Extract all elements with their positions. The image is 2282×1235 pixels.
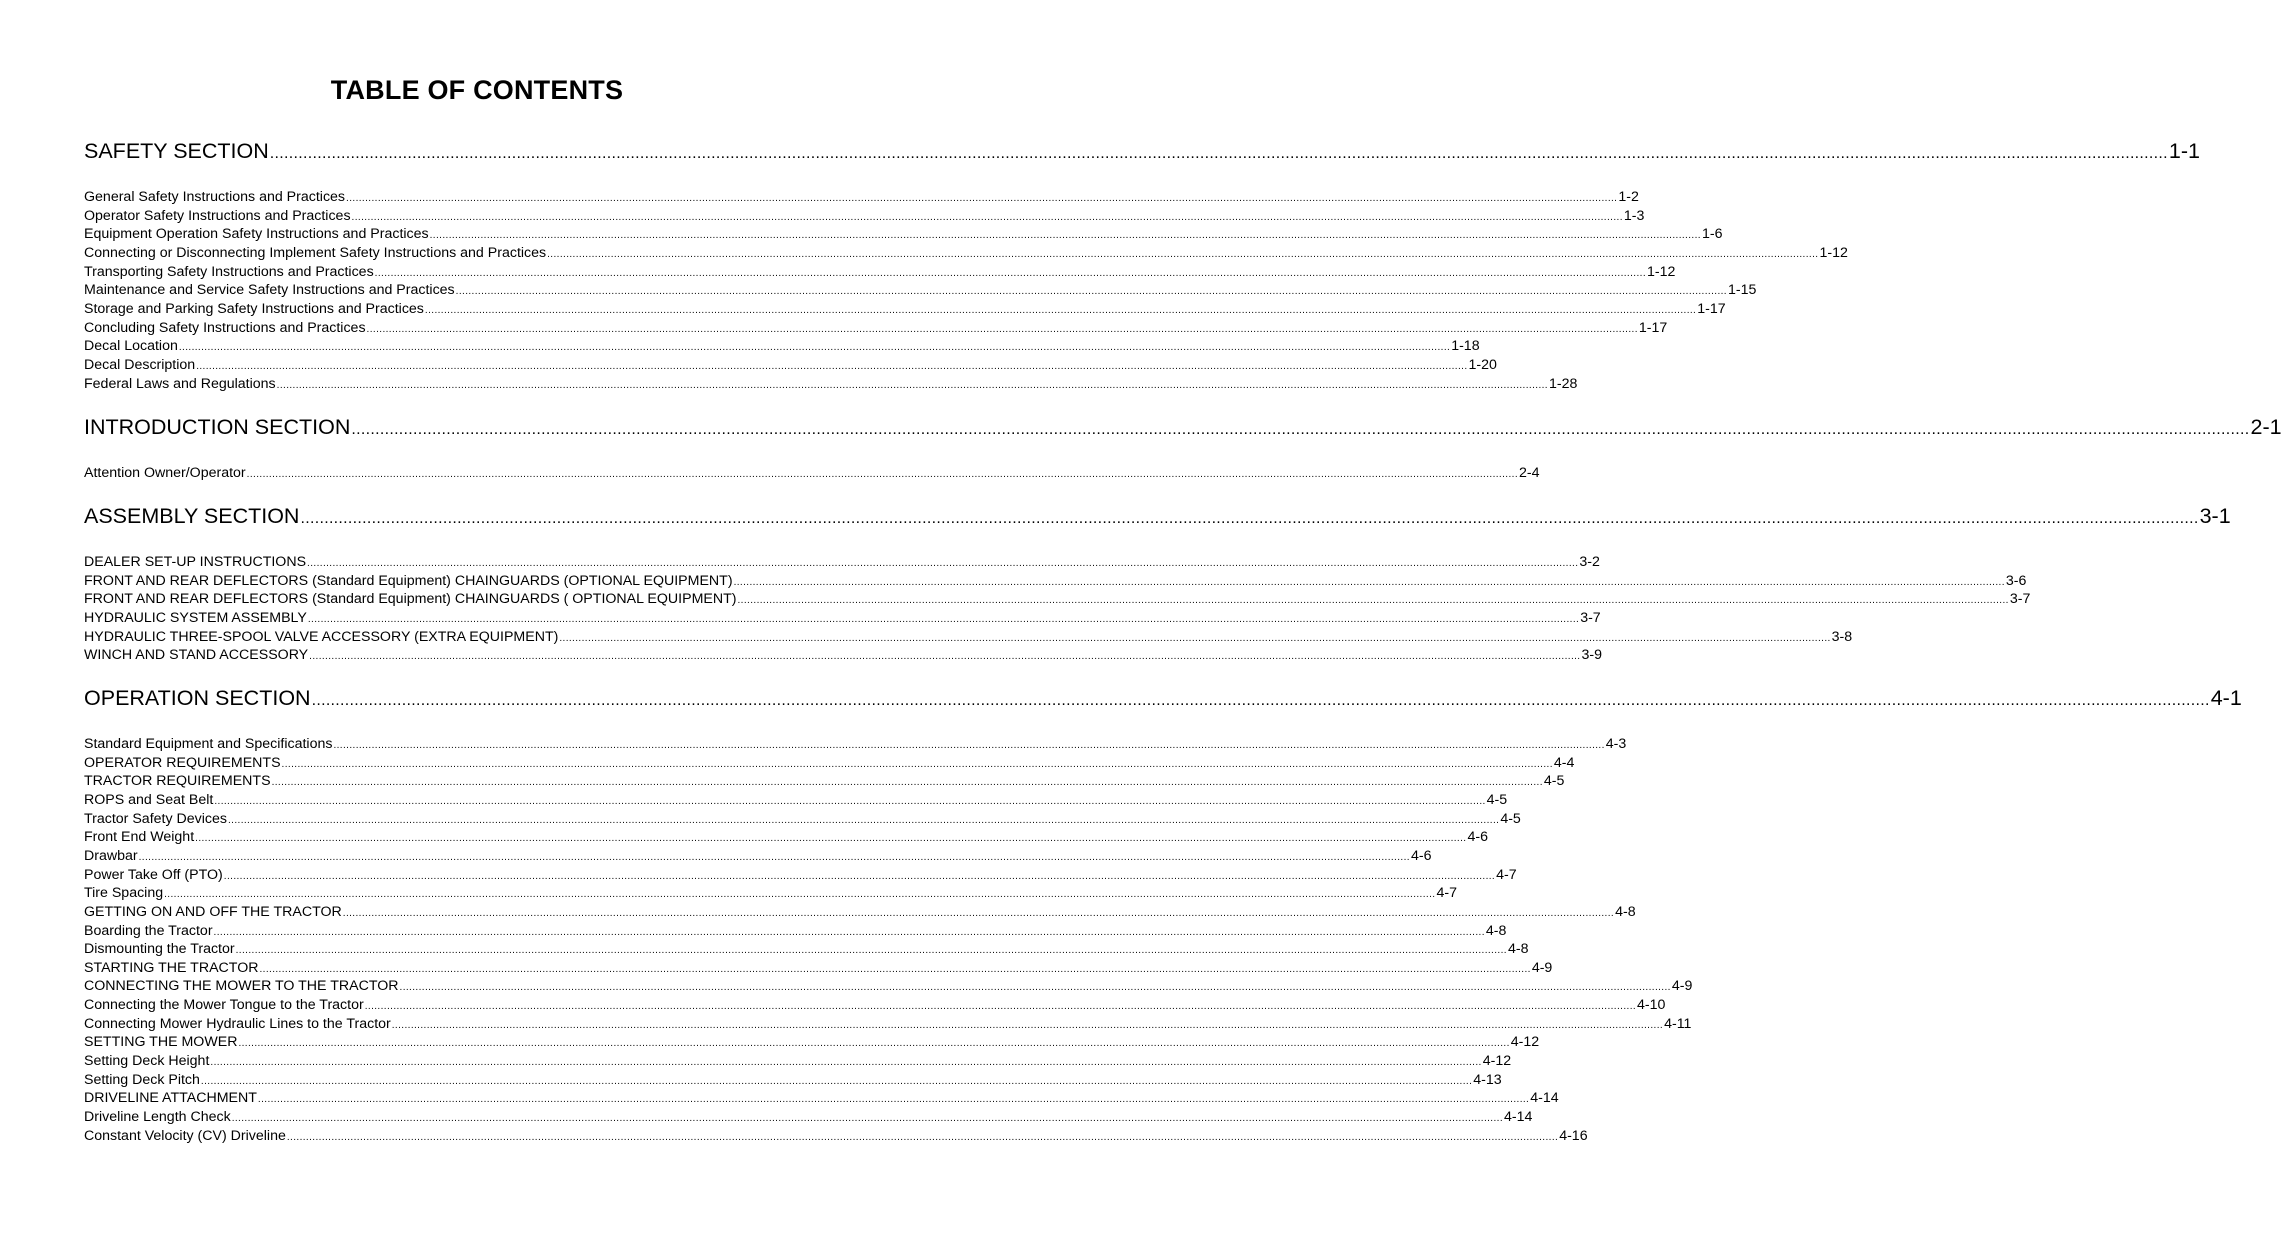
- dot-leader: ................................................................................................................................................................................................................................................................................................................................................................................................................: [257, 1094, 1530, 1106]
- dot-leader: ................................................................................................................................................................................................................................................................................................................................................................................................................: [429, 230, 1701, 242]
- dot-leader: ................................................................................................................................................................................................................................................................................................................................................................................................................: [200, 1075, 1473, 1087]
- toc-entry-page-number: 4-5: [1486, 791, 1508, 808]
- dot-leader: ................................................................................................................................................................................................................................................................................................................................................................................................................: [424, 304, 1697, 316]
- toc-entry-label: Drawbar: [84, 847, 138, 864]
- toc-entry[interactable]: [84, 1127, 1588, 1145]
- toc-entry[interactable]: [84, 281, 1757, 299]
- dot-leader: ................................................................................................................................................................................................................................................................................................................................................................................................................: [238, 1038, 1510, 1050]
- toc-entry-label: General Safety Instructions and Practices: [84, 189, 346, 205]
- toc-entry-label: WINCH AND STAND ACCESSORY: [84, 647, 309, 664]
- toc-entry[interactable]: [84, 1052, 1512, 1070]
- toc-entry-page-number: 2-4: [1519, 465, 1540, 481]
- toc-entry[interactable]: [84, 263, 1676, 281]
- toc-entry-page-number: 1-6: [1701, 226, 1723, 243]
- toc-entry-page-number: 4-7: [1496, 866, 1517, 883]
- toc-entry[interactable]: [84, 337, 1480, 355]
- toc-entry[interactable]: [84, 996, 1666, 1014]
- dot-leader: ................................................................................................................................................................................................................................................................................................................................................................................................................: [286, 1131, 1559, 1143]
- toc-entry-label: Federal Laws and Regulations: [84, 375, 276, 392]
- toc-entry[interactable]: [84, 244, 1848, 262]
- toc-entry-page-number: 4-8: [1507, 941, 1529, 958]
- toc-entry-label: FRONT AND REAR DEFLECTORS (Standard Equipment) CHAINGUARDS (OPTIONAL EQUIPMENT): [84, 572, 733, 589]
- toc-entry-label: Setting Deck Pitch: [84, 1071, 200, 1088]
- toc-entry-label: STARTING THE TRACTOR: [84, 959, 259, 976]
- toc-entry[interactable]: [84, 1071, 1502, 1089]
- dot-leader: ................................................................................................................................................................................................................................................................................................................................................................................................................: [559, 632, 1831, 644]
- toc-entry-page-number: 4-14: [1504, 1109, 1533, 1125]
- toc-entry-label: Power Take Off (PTO): [84, 866, 223, 883]
- toc-entry[interactable]: [84, 188, 1639, 206]
- toc-entry-label: DRIVELINE ATTACHMENT: [84, 1090, 257, 1107]
- dot-leader: ................................................................................................................................................................................................................................................................................................................................................................................................................: [276, 379, 1548, 391]
- toc-entry-label: Attention Owner/Operator: [84, 465, 246, 481]
- toc-entry-label: DEALER SET-UP INSTRUCTIONS: [84, 554, 307, 570]
- toc-entry-label: ROPS and Seat Belt: [84, 791, 214, 808]
- toc-entry[interactable]: [84, 903, 1636, 921]
- toc-entry[interactable]: [84, 1089, 1559, 1107]
- dot-leader: ................................................................................................................................................................................................................................................................................................................................................................................................................: [455, 286, 1727, 298]
- section-heading-label: SAFETY SECTION: [84, 139, 269, 163]
- dot-leader: ................................................................................................................................................................................................................................................................................................................................................................................................................: [223, 870, 1496, 882]
- toc-entry[interactable]: [84, 754, 1575, 772]
- section-heading[interactable]: [84, 137, 2200, 165]
- section-heading-label: INTRODUCTION SECTION: [84, 415, 351, 439]
- dot-leader: ................................................................................................................................................................................................................................................................................................................................................................................................................: [269, 145, 2168, 162]
- toc-entry-label: Tire Spacing: [84, 885, 164, 902]
- toc-entry-label: Front End Weight: [84, 829, 195, 846]
- dot-leader: ................................................................................................................................................................................................................................................................................................................................................................................................................: [346, 193, 1618, 204]
- dot-leader: ................................................................................................................................................................................................................................................................................................................................................................................................................: [178, 342, 1451, 354]
- toc-entry-page-number: 3-6: [2005, 572, 2027, 589]
- dot-leader: ................................................................................................................................................................................................................................................................................................................................................................................................................: [333, 740, 1605, 751]
- dot-leader: ................................................................................................................................................................................................................................................................................................................................................................................................................: [547, 248, 1819, 260]
- dot-leader: ................................................................................................................................................................................................................................................................................................................................................................................................................: [281, 758, 1553, 770]
- toc-entry[interactable]: [84, 810, 1521, 828]
- toc-entry[interactable]: [84, 225, 1723, 243]
- toc-entry-page-number: 3-9: [1581, 647, 1602, 664]
- toc-entry[interactable]: [84, 464, 1540, 482]
- section-heading-page-number: 3-1: [2199, 504, 2231, 528]
- toc-entry-label: Connecting Mower Hydraulic Lines to the Tractor: [84, 1015, 391, 1032]
- toc-entry-label: Maintenance and Service Safety Instructions and Practices: [84, 282, 455, 299]
- toc-entry[interactable]: [84, 828, 1488, 846]
- toc-entry-page-number: 1-17: [1697, 300, 1726, 317]
- toc-entry[interactable]: [84, 1015, 1692, 1033]
- section-heading-page-number: 1-1: [2168, 139, 2200, 163]
- toc-entry[interactable]: [84, 628, 1853, 646]
- dot-leader: ................................................................................................................................................................................................................................................................................................................................................................................................................: [307, 613, 1580, 625]
- dot-leader: ................................................................................................................................................................................................................................................................................................................................................................................................................: [366, 323, 1638, 335]
- dot-leader: ................................................................................................................................................................................................................................................................................................................................................................................................................: [196, 360, 1468, 372]
- section-heading[interactable]: [84, 502, 2231, 530]
- toc-entry-page-number: 4-9: [1531, 959, 1553, 976]
- toc-entry-page-number: 4-6: [1410, 847, 1432, 864]
- toc-entry[interactable]: [84, 572, 2027, 590]
- toc-entry-page-number: 4-14: [1530, 1090, 1559, 1107]
- toc-entry-page-number: 4-3: [1605, 736, 1627, 752]
- toc-entry-page-number: 4-11: [1664, 1015, 1692, 1032]
- toc-entry[interactable]: [84, 375, 1578, 393]
- dot-leader: ................................................................................................................................................................................................................................................................................................................................................................................................................: [311, 692, 2210, 709]
- toc-entry[interactable]: [84, 590, 2031, 608]
- dot-leader: ................................................................................................................................................................................................................................................................................................................................................................................................................: [307, 558, 1579, 569]
- dot-leader: ................................................................................................................................................................................................................................................................................................................................................................................................................: [399, 982, 1671, 994]
- section-heading[interactable]: [84, 413, 2282, 441]
- toc-entry[interactable]: [84, 300, 1726, 318]
- toc-entry-page-number: 4-16: [1559, 1127, 1588, 1144]
- toc-entry-label: GETTING ON AND OFF THE TRACTOR: [84, 903, 342, 920]
- toc-entry[interactable]: [84, 207, 1645, 225]
- dot-leader: ................................................................................................................................................................................................................................................................................................................................................................................................................: [195, 833, 1467, 845]
- dot-leader: ................................................................................................................................................................................................................................................................................................................................................................................................................: [259, 963, 1531, 975]
- toc-entry-page-number: 1-12: [1647, 263, 1676, 280]
- toc-entry-page-number: 4-10: [1637, 997, 1666, 1014]
- toc-entry-label: Operator Safety Instructions and Practices: [84, 207, 351, 224]
- toc-entry-label: OPERATOR REQUIREMENTS: [84, 754, 281, 771]
- section-heading-label: ASSEMBLY SECTION: [84, 504, 300, 528]
- toc-entry[interactable]: [84, 959, 1553, 977]
- toc-entry-page-number: 1-3: [1623, 207, 1645, 224]
- dot-leader: ................................................................................................................................................................................................................................................................................................................................................................................................................: [235, 945, 1507, 957]
- section-heading-page-number: 4-1: [2210, 686, 2242, 710]
- toc-entry-label: CONNECTING THE MOWER TO THE TRACTOR: [84, 978, 399, 995]
- toc-entry-page-number: 3-7: [1580, 609, 1601, 626]
- toc-entry-page-number: 4-6: [1467, 829, 1488, 846]
- dot-leader: ................................................................................................................................................................................................................................................................................................................................................................................................................: [351, 421, 2250, 438]
- toc-entry-page-number: 4-12: [1510, 1034, 1540, 1051]
- toc-entry-page-number: 1-17: [1638, 319, 1668, 336]
- toc-entry-page-number: 4-8: [1615, 903, 1636, 920]
- toc-entry-label: Boarding the Tractor: [84, 922, 213, 939]
- toc-entry[interactable]: [84, 356, 1497, 374]
- toc-entry-page-number: 3-2: [1579, 554, 1600, 570]
- toc-entry[interactable]: [84, 1108, 1533, 1126]
- toc-entry-label: Decal Description: [84, 356, 196, 373]
- toc-entry-label: Driveline Length Check: [84, 1109, 231, 1125]
- toc-entry-label: TRACTOR REQUIREMENTS: [84, 773, 271, 790]
- toc-entry-label: Constant Velocity (CV) Driveline: [84, 1127, 286, 1144]
- toc-entry-label: HYDRAULIC THREE-SPOOL VALVE ACCESSORY (EXTRA EQUIPMENT): [84, 628, 559, 645]
- toc-entry-page-number: 4-5: [1543, 773, 1565, 790]
- toc-entry[interactable]: [84, 847, 1432, 865]
- dot-leader: ................................................................................................................................................................................................................................................................................................................................................................................................................: [227, 814, 1500, 826]
- toc-entry-label: Tractor Safety Devices: [84, 810, 227, 827]
- dot-leader: ................................................................................................................................................................................................................................................................................................................................................................................................................: [364, 1001, 1637, 1013]
- dot-leader: ................................................................................................................................................................................................................................................................................................................................................................................................................: [351, 211, 1623, 223]
- toc-entry-page-number: 3-7: [2009, 591, 2031, 608]
- toc-entry[interactable]: [84, 319, 1668, 337]
- toc-entry-label: Connecting or Disconnecting Implement Safety Instructions and Practices: [84, 244, 547, 261]
- dot-leader: ................................................................................................................................................................................................................................................................................................................................................................................................................: [374, 267, 1646, 279]
- toc-entry-page-number: 1-20: [1468, 356, 1497, 373]
- section-heading-label: OPERATION SECTION: [84, 686, 311, 710]
- dot-leader: ................................................................................................................................................................................................................................................................................................................................................................................................................: [138, 851, 1410, 863]
- dot-leader: ................................................................................................................................................................................................................................................................................................................................................................................................................: [342, 907, 1615, 919]
- dot-leader: ................................................................................................................................................................................................................................................................................................................................................................................................................: [271, 777, 1543, 789]
- toc-entry-label: SETTING THE MOWER: [84, 1034, 238, 1051]
- toc-entry-label: Standard Equipment and Specifications: [84, 736, 333, 752]
- toc-entry[interactable]: [84, 646, 1602, 664]
- toc-entry[interactable]: [84, 791, 1508, 809]
- section-heading-page-number: 2-1: [2250, 415, 2282, 439]
- toc-entry-page-number: 4-13: [1473, 1071, 1502, 1088]
- page-title: TABLE OF CONTENTS: [330, 75, 624, 105]
- toc-entry-label: Decal Location: [84, 338, 178, 355]
- toc-entry-page-number: 4-12: [1482, 1053, 1512, 1070]
- toc-entry-label: Setting Deck Height: [84, 1053, 210, 1070]
- dot-leader: ................................................................................................................................................................................................................................................................................................................................................................................................................: [246, 469, 1518, 480]
- toc-entry-label: Transporting Safety Instructions and Practices: [84, 263, 374, 280]
- toc-entry-page-number: 1-12: [1819, 244, 1848, 261]
- toc-entry-page-number: 1-15: [1727, 282, 1757, 299]
- dot-leader: ................................................................................................................................................................................................................................................................................................................................................................................................................: [231, 1113, 1504, 1124]
- toc-entry-page-number: 1-2: [1618, 189, 1639, 205]
- toc-entry-label: Storage and Parking Safety Instructions and Practices: [84, 300, 424, 317]
- toc-entry-page-number: 4-8: [1485, 922, 1507, 939]
- toc-entry-page-number: 3-8: [1831, 628, 1853, 645]
- toc-entry[interactable]: [84, 940, 1529, 958]
- toc-entry-page-number: 1-18: [1451, 338, 1480, 355]
- dot-leader: ................................................................................................................................................................................................................................................................................................................................................................................................................: [733, 576, 2005, 588]
- toc-entry-label: Dismounting the Tractor: [84, 941, 235, 958]
- dot-leader: ................................................................................................................................................................................................................................................................................................................................................................................................................: [391, 1019, 1664, 1031]
- toc-entry[interactable]: [84, 977, 1693, 995]
- toc-entry-page-number: 4-4: [1553, 754, 1575, 771]
- dot-leader: ................................................................................................................................................................................................................................................................................................................................................................................................................: [164, 889, 1436, 901]
- dot-leader: ................................................................................................................................................................................................................................................................................................................................................................................................................: [213, 926, 1485, 938]
- dot-leader: ................................................................................................................................................................................................................................................................................................................................................................................................................: [210, 1057, 1482, 1069]
- toc-entry[interactable]: [84, 772, 1565, 790]
- toc-entry-page-number: 4-9: [1671, 978, 1693, 995]
- toc-entry-label: Equipment Operation Safety Instructions and Practices: [84, 226, 429, 243]
- toc-entry[interactable]: [84, 1033, 1540, 1051]
- toc-entry-page-number: 1-28: [1548, 375, 1578, 392]
- section-heading[interactable]: [84, 684, 2242, 712]
- toc-entry[interactable]: [84, 922, 1507, 940]
- toc-entry-page-number: 4-7: [1436, 885, 1457, 902]
- dot-leader: ................................................................................................................................................................................................................................................................................................................................................................................................................: [214, 795, 1486, 807]
- toc-entry-page-number: 4-5: [1500, 810, 1521, 827]
- toc-entry-label: Concluding Safety Instructions and Practices: [84, 319, 366, 336]
- toc-entry[interactable]: [84, 609, 1601, 627]
- toc-entry[interactable]: [84, 884, 1457, 902]
- dot-leader: ................................................................................................................................................................................................................................................................................................................................................................................................................: [309, 651, 1581, 663]
- toc-entry-label: Connecting the Mower Tongue to the Tractor: [84, 997, 364, 1014]
- toc-entry-label: FRONT AND REAR DEFLECTORS (Standard Equipment) CHAINGUARDS ( OPTIONAL EQUIPMENT): [84, 591, 737, 608]
- toc-entry-label: HYDRAULIC SYSTEM ASSEMBLY: [84, 609, 307, 626]
- toc-entry[interactable]: [84, 735, 1627, 753]
- dot-leader: ................................................................................................................................................................................................................................................................................................................................................................................................................: [300, 510, 2199, 527]
- toc-entry[interactable]: [84, 553, 1600, 571]
- dot-leader: ................................................................................................................................................................................................................................................................................................................................................................................................................: [737, 595, 2009, 607]
- toc-entry[interactable]: [84, 866, 1517, 884]
